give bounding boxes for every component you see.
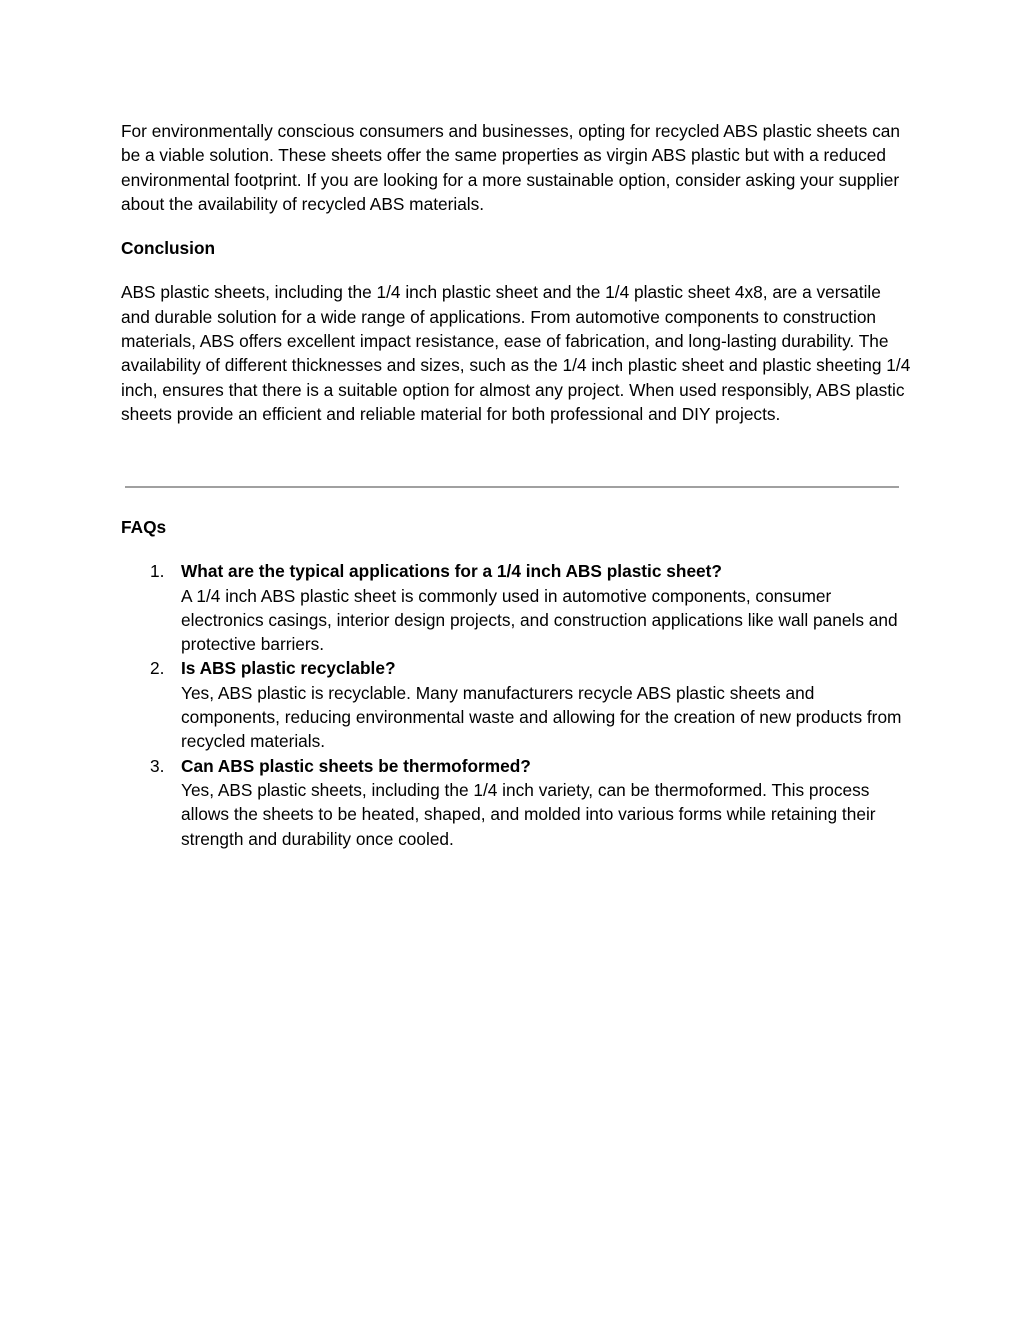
conclusion-heading: Conclusion bbox=[121, 238, 216, 259]
faq-number: 3. bbox=[150, 755, 165, 776]
faq-answer: Yes, ABS plastic sheets, including the 1/4 inch variety, can be thermoformed. This process allows the sheets to be heated, shaped, and molded into various forms while retaining their strength and durability once cooled. bbox=[181, 779, 876, 849]
faq-list bbox=[121, 559, 911, 851]
faq-item bbox=[121, 559, 911, 656]
horizontal-divider bbox=[125, 486, 899, 488]
faq-item bbox=[121, 754, 911, 851]
faq-section bbox=[121, 515, 911, 851]
faq-number: 2. bbox=[150, 658, 165, 679]
faq-item bbox=[121, 656, 911, 753]
document-body bbox=[121, 119, 911, 426]
faq-question: Is ABS plastic recyclable? bbox=[181, 658, 396, 679]
intro-paragraph: For environmentally conscious consumers and businesses, opting for recycled ABS plastic sheets can be a viable solution. These sheets offer the same properties as virgin ABS plastic but with a reduced environmental footprint. If you are looking for a more sustainable option, consider asking your supplier about the availability of recycled ABS materials. bbox=[121, 121, 901, 214]
faq-question: What are the typical applications for a 1/4 inch ABS plastic sheet? bbox=[181, 561, 722, 582]
faq-number: 1. bbox=[150, 561, 165, 582]
faq-answer: A 1/4 inch ABS plastic sheet is commonly used in automotive components, consumer electronics casings, interior design projects, and construction applications like wall panels and protective barriers. bbox=[181, 585, 898, 655]
faq-answer: Yes, ABS plastic is recyclable. Many manufacturers recycle ABS plastic sheets and components, reducing environmental waste and allowing for the creation of new products from recycled materials. bbox=[181, 682, 902, 752]
faq-question: Can ABS plastic sheets be thermoformed? bbox=[181, 755, 531, 776]
conclusion-paragraph: ABS plastic sheets, including the 1/4 inch plastic sheet and the 1/4 plastic sheet 4x8, are a versatile and durable solution for a wide range of applications. From automotive components to construction materials, ABS offers excellent impact resistance, ease of fabrication, and long-lasting durability. The availability of different thicknesses and sizes, such as the 1/4 inch plastic sheet and plastic sheeting 1/4 inch, ensures that there is a suitable option for almost any project. When used responsibly, ABS plastic sheets provide an efficient and reliable material for both professional and DIY projects. bbox=[121, 282, 911, 424]
faq-heading: FAQs bbox=[121, 517, 167, 537]
